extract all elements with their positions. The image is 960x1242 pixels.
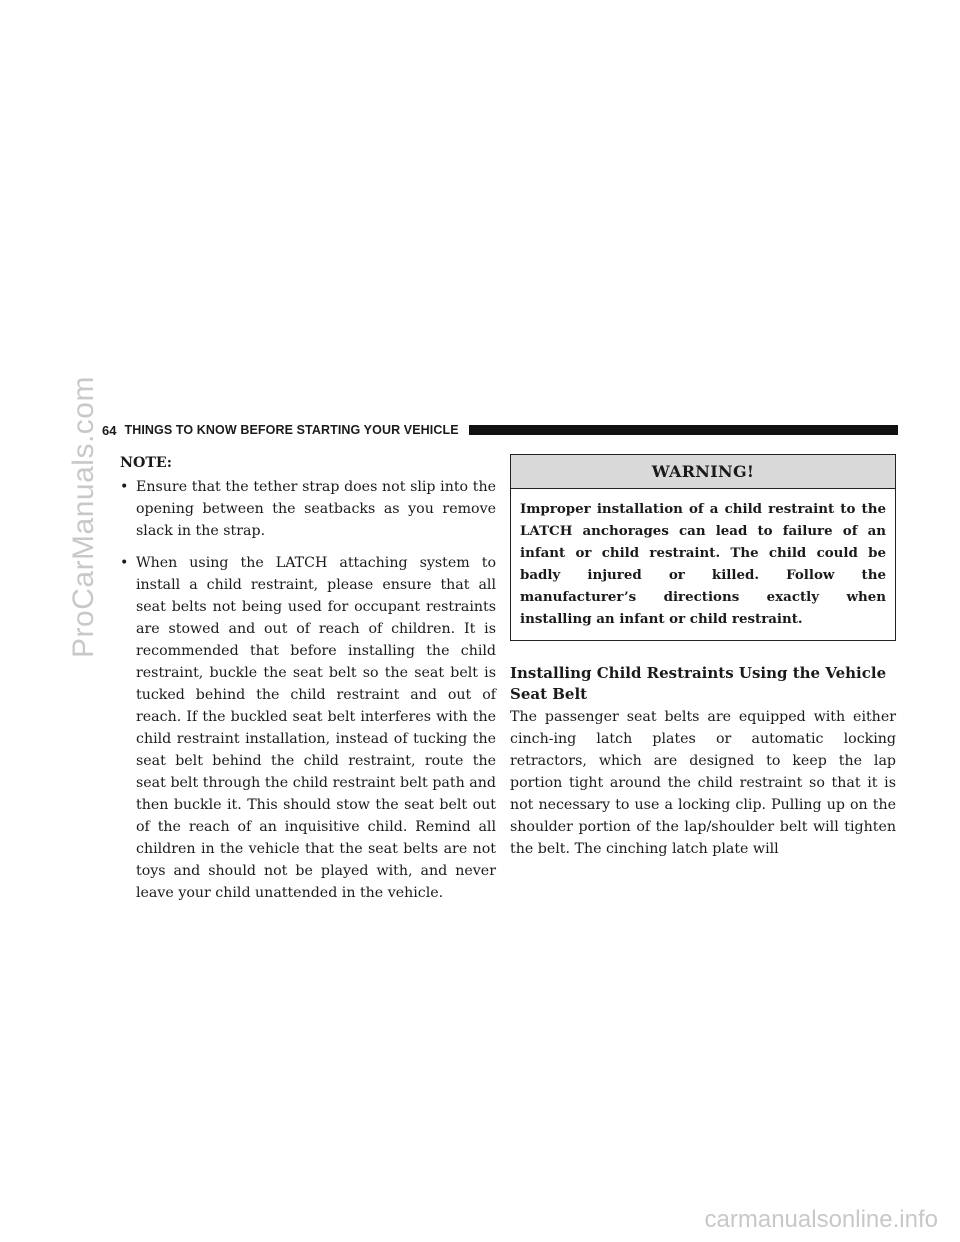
warning-box xyxy=(510,454,896,641)
note-bullet xyxy=(120,552,496,904)
note-bullet-text: Ensure that the tether strap does not slip into the opening between the seatbacks as you remove slack in the strap. xyxy=(136,479,496,539)
header-rule xyxy=(469,425,898,435)
warning-text: Improper installation of a child restraint to the LATCH anchorages can lead to failure of an infant or child restraint. The child could be badly injured or killed. Follow the manufacturer’s directions exactly when installing an infant or child restraint. xyxy=(520,501,886,627)
section-paragraph: The passenger seat belts are equipped with either cinch-ing latch plates or automatic locking retractors, which are designed to keep the lap portion tight around the child restraint so that it is not necessary to use a locking clip. Pulling up on the shoulder portion of the lap/shoulder belt will tighten the belt. The cinching latch plate will xyxy=(510,709,896,857)
section-heading: Installing Child Restraints Using the Vehicle Seat Belt xyxy=(510,664,887,703)
warning-title: WARNING! xyxy=(511,455,895,489)
watermark-bottom-text: carmanualsonline.info xyxy=(704,1206,938,1233)
watermark-side-text: ProCarManuals.com xyxy=(67,376,100,658)
section-title: THINGS TO KNOW BEFORE STARTING YOUR VEHICLE xyxy=(124,423,459,437)
right-column xyxy=(510,454,896,860)
page-header xyxy=(102,420,898,440)
bullet-glyph: • xyxy=(120,555,129,571)
left-column xyxy=(120,452,496,914)
bullet-glyph: • xyxy=(120,479,129,495)
note-bullet-text: When using the LATCH attaching system to install a child restraint, please ensure that all seat belts not being used for occupant restraints are stowed and out of reach of children. It is recommended that before installing the child restraint, buckle the seat belt so the seat belt is tucked behind the child restraint and out of reach. If the buckled seat belt interferes with the child restraint installation, instead of tucking the seat belt behind the child restraint, route the seat belt through the child restraint belt path and then buckle it. This should stow the seat belt out of the reach of an inquisitive child. Remind all children in the vehicle that the seat belts are not toys and should not be played with, and never leave your child unattended in the vehicle. xyxy=(136,555,496,901)
note-bullet xyxy=(120,476,496,542)
note-label: NOTE: xyxy=(120,455,172,471)
page-number: 64 xyxy=(102,422,117,438)
